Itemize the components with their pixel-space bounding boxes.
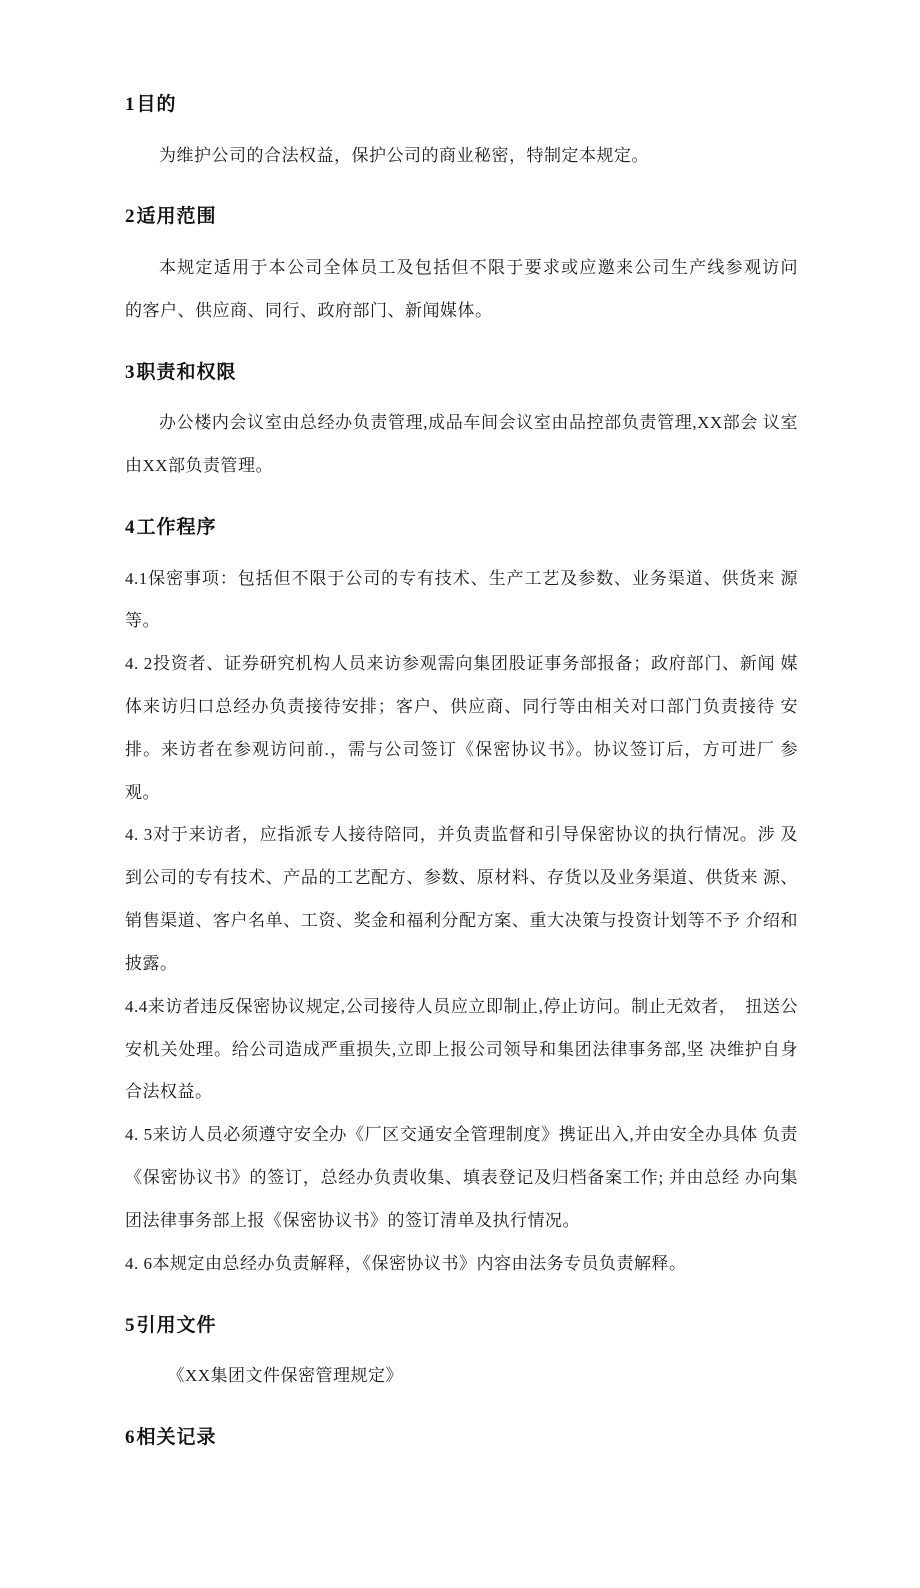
section-title: 引用文件 (136, 1314, 217, 1336)
section-title: 职责和权限 (136, 361, 237, 383)
clause-4-3: 4. 3对于来访者，应指派专人接待陪同，并负责监督和引导保密协议的执行情况。涉 及到公司的专有技术、产品的工艺配方、参数、原材料、存货以及业务渠道、供货来 源、销售渠道、客户名单、工资、奖金和福利分配方案、重大决策与投资计划等不予 介绍和披露。 (125, 825, 798, 973)
paragraph-duties: 办公楼内会议室由总经办负责管理,成品车间会议室由品控部负责管理,XX部会 议室由XX部负责管理。 (125, 413, 798, 476)
clause-4-4: 4.4来访者违反保密协议规定,公司接待人员应立即制止,停止访问。制止无效者， 扭送公安机关处理。给公司造成严重损失,立即上报公司领导和集团法律事务部,坚 决维护自身合法权益。 (125, 996, 798, 1102)
section-title: 相关记录 (136, 1427, 217, 1449)
section-number: 2 (125, 206, 136, 228)
clause-4-6: 4. 6本规定由总经办负责解释，《保密协议书》内容由法务专员负责解释。 (125, 1253, 687, 1273)
clause-4-1: 4.1保密事项：包括但不限于公司的专有技术、生产工艺及参数、业务渠道、供货来 源等。 (125, 568, 798, 631)
section-heading-records (125, 1425, 798, 1452)
section-number: 5 (125, 1314, 136, 1336)
section-heading-references (125, 1313, 798, 1340)
clause-4-2: 4. 2投资者、证券研究机构人员来访参观需向集团股证事务部报备；政府部门、新闻 媒体来访归口总经办负责接待安排；客户、供应商、同行等由相关对口部门负责接待 安排。来访者在参观访问前.，需与公司签订《保密协议书》。协议签订后，方可进厂 参观。 (125, 654, 798, 802)
clause-4-5: 4. 5来访人员必须遵守安全办《厂区交通安全管理制度》携证出入,并由安全办具体 负责《保密协议书》的签订，总经办负责收集、填表登记及归档备案工作; 并由总经 办向集团法律事务部上报《保密协议书》的签订清单及执行情况。 (125, 1125, 798, 1230)
section-title: 适用范围 (136, 206, 217, 228)
reference-document: 《XX集团文件保密管理规定》 (167, 1366, 404, 1386)
section-title: 工作程序 (136, 516, 217, 538)
section-heading-procedure (125, 515, 798, 542)
section-heading-scope (125, 204, 798, 231)
section-heading-duties (125, 360, 798, 387)
section-title: 目的 (136, 94, 177, 115)
section-number: 3 (125, 361, 136, 383)
paragraph-scope: 本规定适用于本公司全体员工及包括但不限于要求或应邀来公司生产线参观访问 的客户、供应商、同行、政府部门、新闻媒体。 (125, 258, 816, 320)
section-number: 4 (125, 516, 136, 538)
section-heading-purpose (125, 92, 798, 119)
section-number: 6 (125, 1427, 136, 1449)
paragraph-purpose: 为维护公司的合法权益，保护公司的商业秘密，特制定本规定。 (159, 145, 649, 165)
section-number: 1 (125, 94, 136, 115)
